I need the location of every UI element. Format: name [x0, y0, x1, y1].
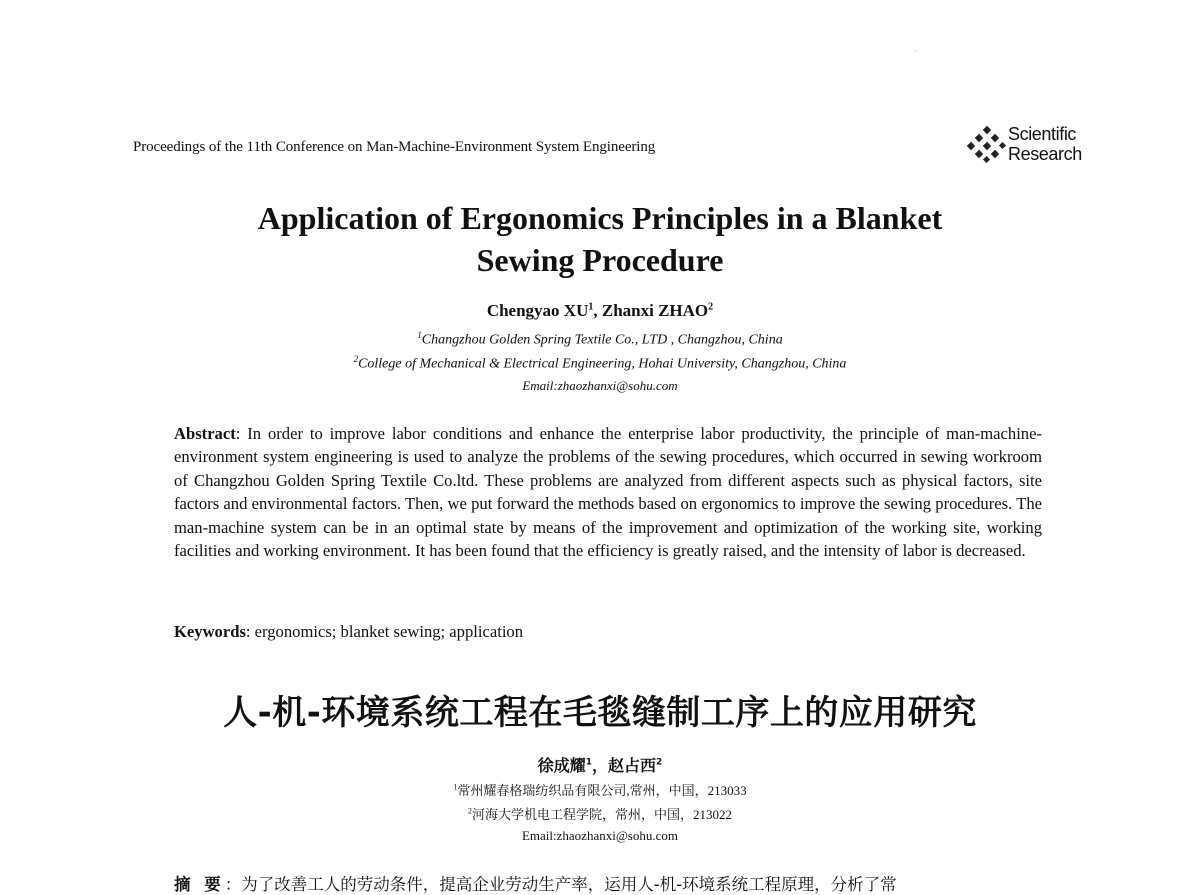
affiliation-2: [250, 354, 950, 373]
logo-text-line1: Scientific: [1008, 124, 1077, 144]
chinese-author-name: 徐成耀: [537, 756, 586, 775]
scientific-research-logo: [966, 124, 1086, 166]
author-affiliation-marker: 1: [588, 301, 594, 313]
author-list: [300, 301, 900, 321]
affiliation-1: [250, 330, 950, 349]
affiliation-marker: 1: [417, 330, 422, 340]
chinese-author-marker: 2: [656, 757, 663, 768]
logo-diamond-icon: [966, 125, 1006, 165]
affiliation-text: College of Mechanical & Electrical Engineering, Hohai University, Changzhou, China: [358, 356, 847, 372]
abstract: [174, 422, 1042, 562]
scan-tick-mark: ˈ: [914, 49, 917, 58]
paper-title-line1: Application of Ergonomics Principles in a Blanket: [257, 200, 943, 236]
chinese-affiliation-marker: 2: [467, 806, 472, 816]
abstract-text: : In order to improve labor conditions and enhance the enterprise labor productivity, the principle of man-machine-environment system engineering is used to analyze the problems of the sewing procedures, which occurred in sewing workroom of Changzhou Golden Spring Textile Co.ltd. These problems are analyzed from different aspects such as physical factors, site factors and environmental factors. Then, we put forward the methods based on ergonomics to improve the sewing procedures. The man-machine system can be in an optimal state by means of the improvement and optimization of the working site, working facilities and working environment. It has been found that the efficiency is greatly raised, and the intensity of labor is decreased.: [174, 424, 1042, 561]
chinese-affiliation-text: 常州耀春格瑞纺织品有限公司,常州，中国，213033: [457, 783, 747, 798]
chinese-affiliation-marker: 1: [453, 782, 458, 792]
affiliation-text: Changzhou Golden Spring Textile Co., LTD , Changzhou, China: [421, 332, 783, 348]
author-email: Email:zhaozhanxi@sohu.com: [522, 378, 678, 393]
chinese-abstract: [174, 871, 1074, 895]
keywords: [174, 622, 523, 642]
chinese-affiliation-text: 河海大学机电工程学院，常州，中国，213022: [471, 807, 732, 822]
chinese-abstract-label: 摘 要: [174, 875, 225, 894]
chinese-author-marker: 1: [585, 757, 592, 768]
chinese-author-separator: ，: [591, 756, 608, 775]
chinese-affiliation-1: [300, 780, 900, 799]
keywords-label: Keywords: [174, 622, 246, 641]
author-name: Zhanxi ZHAO: [601, 301, 709, 320]
chinese-email: Email:zhaozhanxi@sohu.com: [521, 828, 678, 843]
chinese-title: 人-机-环境系统工程在毛毯缝制工序上的应用研究: [223, 693, 977, 733]
chinese-abstract-text: ：为了改善工人的劳动条件，提高企业劳动生产率，运用人-机-环境系统工程原理，分析了常: [224, 875, 897, 894]
chinese-affiliation-2: [300, 804, 900, 823]
chinese-author-name: 赵占西: [608, 756, 657, 775]
abstract-label: Abstract: [174, 424, 236, 443]
logo-text-line2: Research: [1008, 144, 1082, 164]
keywords-text: : ergonomics; blanket sewing; application: [245, 622, 524, 641]
paper-title-line2: Sewing Procedure: [476, 242, 724, 278]
logo-text: [1008, 124, 1082, 164]
author-name: Chengyao XU: [486, 301, 589, 320]
chinese-author-list: [350, 753, 850, 776]
proceedings-header: Proceedings of the 11th Conference on Man-Machine-Environment System Engineering: [133, 139, 656, 155]
author-separator: ,: [593, 301, 602, 320]
author-affiliation-marker: 2: [708, 301, 714, 313]
affiliation-marker: 2: [353, 354, 359, 364]
